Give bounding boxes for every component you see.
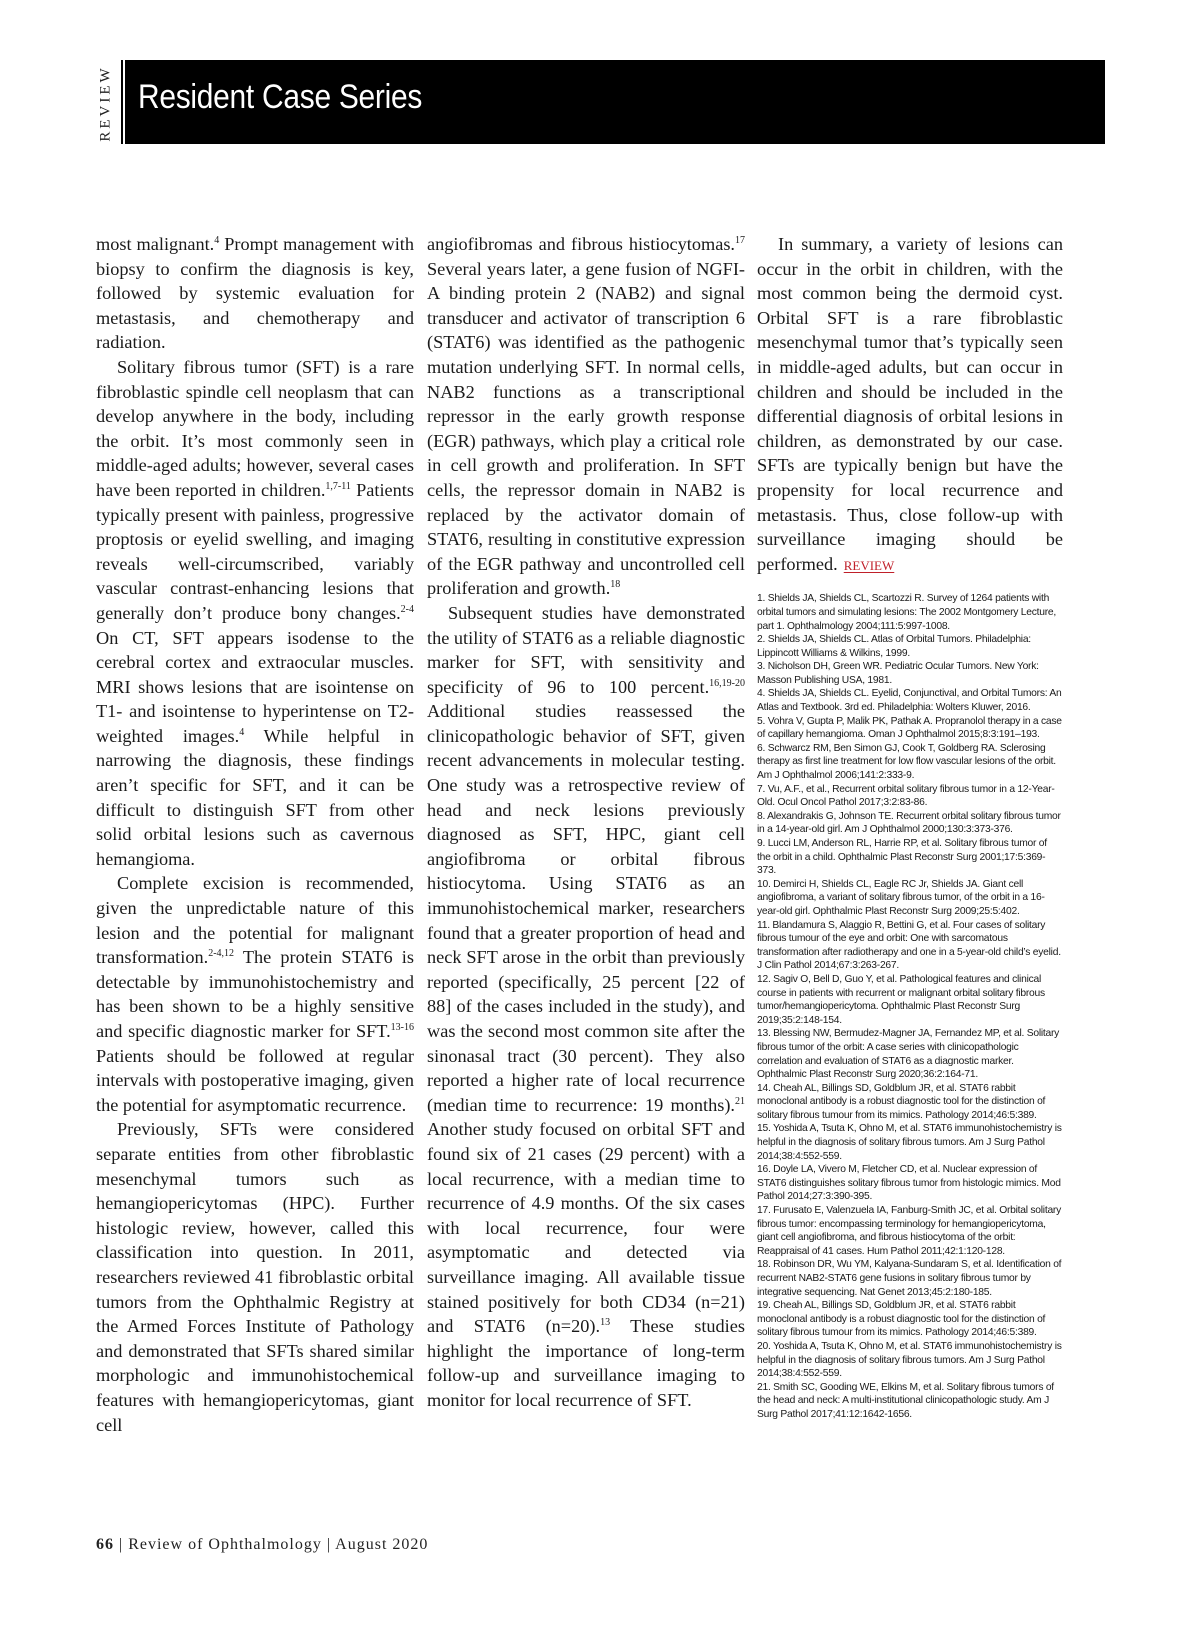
body-paragraph: [96, 1117, 414, 1437]
citation-superscript: 13-16: [390, 1022, 414, 1033]
reference-item: 8. Alexandrakis G, Johnson TE. Recurrent orbital solitary fibrous tumor in a 14-year-old girl. Am J Ophthalmol 2000;130:3:373-376.: [757, 810, 1061, 836]
page-number: 66: [96, 1536, 114, 1553]
page-title: Resident Case Series: [138, 78, 423, 116]
body-paragraph: [427, 601, 745, 1413]
reference-item: 14. Cheah AL, Billings SD, Goldblum JR, et al. STAT6 rabbit monoclonal antibody is a robust diagnostic tool for the distinction of solitary fibrous tumour from its mimics. Pathology 2014;46:5:389.: [757, 1082, 1046, 1121]
section-label: REVIEW: [97, 64, 114, 142]
paragraph-text: Several years later, a gene fusion of NGFI-A binding protein 2 (NAB2) and signal transducer and activator of transcription 6 (STAT6) was identified as the pathogenic mutation underlying SFT. In normal cells, NAB2 functions as a transcriptional repressor in the early growth response (EGR) pathways, which play a critical role in cell growth and proliferation. In SFT cells, the repressor domain in NAB2 is replaced by the activator domain of STAT6, resulting in constitutive expression of the EGR pathway and uncontrolled cell proliferation and growth.: [427, 258, 745, 599]
reference-item: 4. Shields JA, Shields CL. Eyelid, Conjunctival, and Orbital Tumors: An Atlas and Textbook. 3rd ed. Philadelphia: Wolters Kluwer, 2016.: [757, 688, 1062, 714]
paragraph-text: These studies highlight the importance of long-term follow-up and surveillance imaging to monitor for local recurrence of SFT.: [427, 1316, 745, 1410]
reference-item: 13. Blessing NW, Bermudez-Magner JA, Fernandez MP, et al. Solitary fibrous tumor of the orbit: A case series with clinicopathologic correlation and evaluation of STAT6 as a diagnostic marker. Ophthalmic Plast Reconstr Surg 2020;36:2:164-71.: [757, 1028, 1060, 1081]
reference-item: 21. Smith SC, Gooding WE, Elkins M, et al. Solitary fibrous tumors of the head and neck: A multi-institutional clinicopathologic study. Am J Surg Pathol 2017;41:12:1642-1656.: [757, 1381, 1054, 1420]
body-paragraph: [427, 232, 745, 601]
paragraph-text: Another study focused on orbital SFT and found six of 21 cases (29 percent) with a local recurrence, with a median time to recurrence of 4.9 months. Of the six cases with local recurrence, four were asymptomatic and detected via surveillance imaging. All available tissue stained positively for both CD34 (n=21) and STAT6 (n=20).: [427, 1119, 745, 1337]
paragraph-text: Complete excision is recommended, given the unpredictable nature of this lesion and the potential for malignant transformation.: [96, 873, 414, 968]
paragraph-text: While helpful in narrowing the diagnosis, these findings aren’t specific for SFT, and it can be difficult to distinguish SFT from other solid orbital lesions such as cavernous hemangioma.: [96, 725, 414, 869]
citation-superscript: 2-4,12: [208, 948, 235, 960]
reference-item: 7. Vu, A.F., et al., Recurrent orbital solitary fibrous tumor in a 12-Year-Old. Ocul Oncol Pathol 2017;3:2:83-86.: [757, 783, 1055, 809]
paragraph-text: Previously, SFTs were considered separate entities from other fibroblastic mesenchymal tumors such as hemangiopericytomas (HPC). Further histologic review, however, called this classification into question. In 2011, researchers reviewed 41 fibroblastic orbital tumors from the Ophthalmic Registry at the Armed Forces Institute of Pathology and demonstrated that SFTs shared similar morphologic and immunohistochemical features with hemangiopericytomas, giant cell: [96, 1119, 414, 1435]
paragraph-text: Prompt management with biopsy to confirm the diagnosis is key, followed by systemic evaluation for metastasis, and chemotherapy and radiation.: [96, 234, 414, 353]
paragraph-text: Additional studies reassessed the clinicopathologic behavior of SFT, given recent advancements in molecular testing. One study was a retrospective review of head and neck lesions previously diagnosed as SFT, HPC, giant cell angiofibroma or orbital fibrous histiocytoma. Using STAT6 as an immunohistochemical marker, researchers found that a greater proportion of head and neck SFT arose in the orbit than previously reported (specifically, 25 percent [22 of 88] of the cases included in the study), and was the second most common site after the sinonasal tract (30 percent). They also reported a higher rate of local recurrence (median time to recurrence: 19 months).: [427, 701, 745, 1115]
reference-item: 10. Demirci H, Shields CL, Eagle RC Jr, Shields JA. Giant cell angiofibroma, a variant of solitary fibrous tumor, of the orbit in a 16-year-old girl. Ophthalmic Plast Reconstr Surg 2009;25:5:402.: [757, 878, 1045, 917]
paragraph-text: Patients should be followed at regular intervals with postoperative imaging, given the potential for asymptomatic recurrence.: [96, 1045, 414, 1115]
reference-item: 5. Vohra V, Gupta P, Malik PK, Pathak A. Propranolol therapy in a case of capillary hemangioma. Oman J Ophthalmol 2015;8:3:191–193.: [757, 715, 1062, 741]
citation-superscript: 21: [735, 1095, 745, 1107]
header-bar: [125, 60, 1105, 144]
reference-item: 9. Lucci LM, Anderson RL, Harrie RP, et al. Solitary fibrous tumor of the orbit in a child. Ophthalmic Plast Reconstr Surg 2001;17:5:369-373.: [757, 838, 1047, 877]
paragraph-text: On CT, SFT appears isodense to the cerebral cortex and extraocular muscles. MRI shows lesions that are isointense on T1- and isointense to hyperintense on T2-weighted images.: [96, 627, 414, 746]
paragraph-text: most malignant.: [96, 234, 215, 254]
paragraph-text: The protein STAT6 is detectable by immunohistochemistry and has been shown to be a highly sensitive and specific diagnostic marker for SFT.: [96, 947, 414, 1041]
citation-superscript: 17: [735, 235, 745, 246]
paragraph-text: Patients typically present with painless, progressive proptosis or eyelid swelling, and imaging reveals well-circumscribed, variably vascular contrast-enhancing lesions that generally don’t produce bony changes.: [96, 479, 414, 623]
publication-name: Review of Ophthalmology: [128, 1536, 322, 1553]
citation-superscript: 1,7-11: [325, 480, 351, 492]
paragraph-text: angiofibromas and fibrous histiocytomas.: [427, 234, 735, 254]
reference-list: [757, 592, 1063, 1421]
body-paragraph: [96, 232, 414, 355]
text-column-2: [427, 232, 745, 1413]
side-rule: [121, 60, 123, 144]
reference-item: 2. Shields JA, Shields CL. Atlas of Orbital Tumors. Philadelphia: Lippincott Williams & Wilkins, 1999.: [757, 634, 1031, 659]
reference-item: 15. Yoshida A, Tsuta K, Ohno M, et al. STAT6 immunohistochemistry is helpful in the diagnosis of solitary fibrous tumors. Am J Surg Pathol 2014;38:4:552-559.: [757, 1123, 1062, 1162]
body-paragraph: [96, 355, 414, 871]
citation-superscript: 4: [214, 235, 220, 246]
page-footer: 66 | Review of Ophthalmology | August 2020: [96, 1536, 429, 1553]
reference-item: 1. Shields JA, Shields CL, Scartozzi R. Survey of 1264 patients with orbital tumors and simulating lesions: The 2002 Montgomery Lecture, part 1. Ophthalmology 2004;111:5:997-1008.: [757, 593, 1056, 632]
citation-superscript: 16,19-20: [709, 677, 745, 689]
reference-item: 11. Blandamura S, Alaggio R, Bettini G, et al. Four cases of solitary fibrous tumour of the eye and orbit: One with sarcomatous transformation after radiotherapy and one in a 5-year-old child’s eyelid. J Clin Pathol 2014;67:3:263-267.: [757, 919, 1061, 972]
paragraph-text: Subsequent studies have demonstrated the utility of STAT6 as a reliable diagnostic marker for SFT, with sensitivity and specificity of 96 to 100 percent.: [427, 602, 745, 697]
text-column-1: [96, 232, 414, 1437]
reference-item: 12. Sagiv O, Bell D, Guo Y, et al. Pathological features and clinical course in patients with recurrent or malignant orbital solitary fibrous tumor/hemangiopericytoma. Ophthalmic Plast Reconstr Surg 2019;35:2:148-154.: [757, 973, 1045, 1026]
reference-item: 6. Schwarcz RM, Ben Simon GJ, Cook T, Goldberg RA. Sclerosing therapy as first line treatment for low flow vascular lesions of the orbit. Am J Ophthalmol 2006;141:2:333-9.: [757, 742, 1056, 782]
text-column-3: [757, 232, 1063, 1440]
reference-item: 19. Cheah AL, Billings SD, Goldblum JR, et al. STAT6 rabbit monoclonal antibody is a robust diagnostic tool for the distinction of solitary fibrous tumour from its mimics. Pathology 2014;46:5:389.: [757, 1300, 1046, 1339]
reference-item: 20. Yoshida A, Tsuta K, Ohno M, et al. STAT6 immunohistochemistry is helpful in the diagnosis of solitary fibrous tumors. Am J Surg Pathol 2014;38:4:552-559.: [757, 1340, 1062, 1380]
reference-item: 16. Doyle LA, Vivero M, Fletcher CD, et al. Nuclear expression of STAT6 distinguishes solitary fibrous tumor from histologic mimics. Mod Pathol 2014;27:3:390-395.: [757, 1164, 1061, 1203]
citation-superscript: 18: [610, 579, 621, 591]
body-paragraph: [96, 871, 414, 1117]
summary-paragraph: In summary, a variety of lesions can occur in the orbit in children, with the most common being the dermoid cyst. Orbital SFT is a rare fibroblastic mesenchymal tumor that’s typically seen in middle-aged adults, but can occur in children and should be included in the differential diagnosis of orbital lesions in children, as demonstrated by our case. SFTs are typically benign but have the propensity for local recurrence and metastasis. Thus, close follow-up with surveillance imaging should be performed. REVIEW: [757, 234, 1063, 574]
reference-item: 18. Robinson DR, Wu YM, Kalyana-Sundaram S, et al. Identification of recurrent NAB2-STAT6 gene fusions in solitary fibrous tumor by integrative sequencing. Nat Genet 2013;45:2:180-185.: [757, 1259, 1062, 1298]
citation-superscript: 2-4: [400, 603, 414, 615]
reference-item: 3. Nicholson DH, Green WR. Pediatric Ocular Tumors. New York: Masson Publishing USA, 1981.: [757, 661, 1039, 686]
end-review-tag[interactable]: REVIEW: [843, 557, 895, 573]
citation-superscript: 4: [239, 726, 245, 738]
reference-item: 17. Furusato E, Valenzuela IA, Fanburg-Smith JC, et al. Orbital solitary fibrous tumor: encompassing terminology for hemangiopericytoma, giant cell angiofibroma, and fibrous histiocytoma of the orbit: Reappraisal of 41 cases. Hum Pathol 2011;42:1:120-128.: [757, 1205, 1062, 1257]
paragraph-text: Solitary fibrous tumor (SFT) is a rare fibroblastic spindle cell neoplasm that can develop anywhere in the body, including the orbit. It’s most commonly seen in middle-aged adults; however, several cases have been reported in children.: [96, 356, 414, 500]
issue-date: August 2020: [335, 1536, 429, 1553]
citation-superscript: 13: [600, 1317, 611, 1329]
